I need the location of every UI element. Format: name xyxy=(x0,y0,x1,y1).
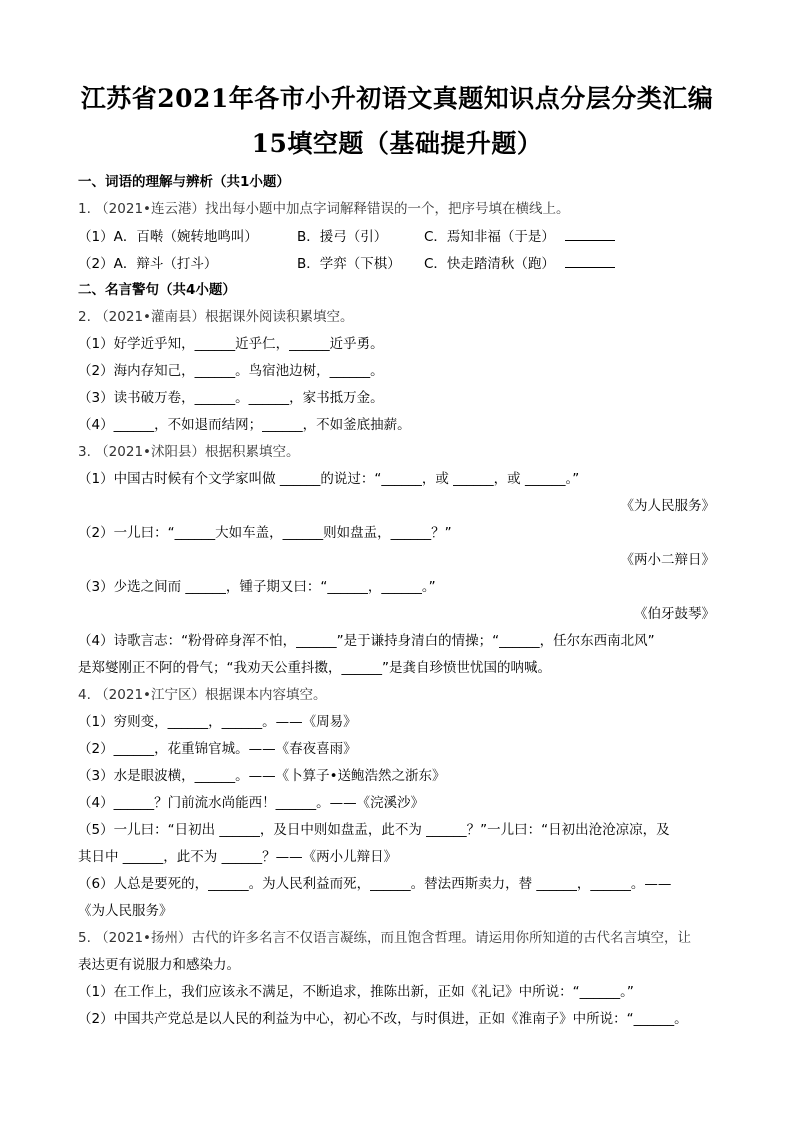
question-4-item-6-line-2: 《为人民服务》 xyxy=(78,903,173,919)
q1-r1-option-c xyxy=(424,225,615,245)
question-4-stem: 4. （2021•江宁区）根据课本内容填空。 xyxy=(78,687,327,703)
question-4-item-2: （2）______，花重锦官城。——《春夜喜雨》 xyxy=(78,741,357,757)
question-1-stem: 1. （2021•连云港）找出每小题中加点字词解释错误的一个，把序号填在横线上。 xyxy=(78,201,570,217)
answer-blank xyxy=(565,228,615,241)
question-4-item-6-line-1: （6）人总是要死的，______。为人民利益而死，______。替法西斯卖力，替 ______，______。—— xyxy=(78,876,672,892)
question-2-item-3: （3）读书破万卷，______。______，家书抵万金。 xyxy=(78,390,384,406)
question-4-item-1: （1）穷则变，______，______。——《周易》 xyxy=(78,714,357,730)
question-4-item-5-line-1: （5）一儿曰：“日初出 ______，及日中则如盘盂，此不为 ______？”一儿曰：“日初出沧沧凉凉，及 xyxy=(78,822,670,838)
question-1-row-2 xyxy=(78,252,217,272)
q1-r1-option-c-text: C．焉知非福（于是） xyxy=(424,229,555,245)
question-3-item-2: （2）一儿曰：“______大如车盖，______则如盘盂，______？” xyxy=(78,525,452,541)
question-4-item-3: （3）水是眼波横，______。——《卜算子•送鲍浩然之浙东》 xyxy=(78,768,446,784)
question-2-item-2: （2）海内存知己，______。鸟宿池边树，______。 xyxy=(78,363,384,379)
question-5-stem-line-1: 5. （2021•扬州）古代的许多名言不仅语言凝练，而且饱含哲理。请运用你所知道的古代名言填空，让 xyxy=(78,930,691,946)
answer-blank xyxy=(565,255,615,268)
document-title: 江苏省2021年各市小升初语文真题知识点分层分类汇编 xyxy=(80,84,714,113)
question-4-item-5-line-2: 其日中 ______，此不为 ______？——《两小儿辩日》 xyxy=(78,849,398,865)
q1-r1-option-b: B．援弓（引） xyxy=(297,229,388,245)
question-3-item-1: （1）中国古时候有个文学家叫做 ______的说过：“______，或 ______，或 ______。” xyxy=(78,471,580,487)
q1-r2-option-c-text: C．快走踏清秋（跑） xyxy=(424,256,555,272)
q1-r1-option-a: （1）A．百啭（婉转地鸣叫） xyxy=(78,229,258,245)
question-2-item-1: （1）好学近乎知，______近乎仁，______近乎勇。 xyxy=(78,336,384,352)
question-2-stem: 2. （2021•灌南县）根据课外阅读积累填空。 xyxy=(78,309,354,325)
section-heading-1: 一、词语的理解与辨析（共1小题） xyxy=(78,174,290,190)
q1-r2-option-b: B．学弈（下棋） xyxy=(297,256,401,272)
question-4-item-4: （4）______？门前流水尚能西！______。——《浣溪沙》 xyxy=(78,795,425,811)
question-3-item-3-source: 《伯牙鼓琴》 xyxy=(634,606,715,622)
document-subtitle: 15填空题（基础提升题） xyxy=(251,129,543,158)
question-3-item-4-line-2: 是郑燮刚正不阿的骨气；“我劝天公重抖擞，______”是龚自珍愤世忧国的呐喊。 xyxy=(78,660,551,676)
question-5-item-1: （1）在工作上，我们应该永不满足，不断追求，推陈出新，正如《礼记》中所说：“______。” xyxy=(78,984,634,1000)
question-3-item-3: （3）少选之间而 ______，锺子期又曰：“______，______。” xyxy=(78,579,436,595)
question-3-stem: 3. （2021•沭阳县）根据积累填空。 xyxy=(78,444,300,460)
question-5-item-2: （2）中国共产党总是以人民的利益为中心，初心不改，与时俱进，正如《淮南子》中所说：“______。 xyxy=(78,1011,688,1027)
question-3-item-1-source: 《为人民服务》 xyxy=(620,498,715,514)
question-2-item-4: （4）______，不如退而结网；______，不如釜底抽薪。 xyxy=(78,417,411,433)
question-3-item-2-source: 《两小二辩日》 xyxy=(620,552,715,568)
q1-r2-option-c xyxy=(424,252,615,272)
q1-r2-option-a: （2）A．辩斗（打斗） xyxy=(78,256,218,272)
question-1-row-1 xyxy=(78,225,258,245)
question-5-stem-line-2: 表达更有说服力和感染力。 xyxy=(78,957,240,973)
question-3-item-4-line-1: （4）诗歌言志：“粉骨碎身浑不怕，______”是于谦持身清白的情操；“______，任尔东西南北风” xyxy=(78,633,655,649)
section-heading-2: 二、名言警句（共4小题） xyxy=(78,282,236,298)
